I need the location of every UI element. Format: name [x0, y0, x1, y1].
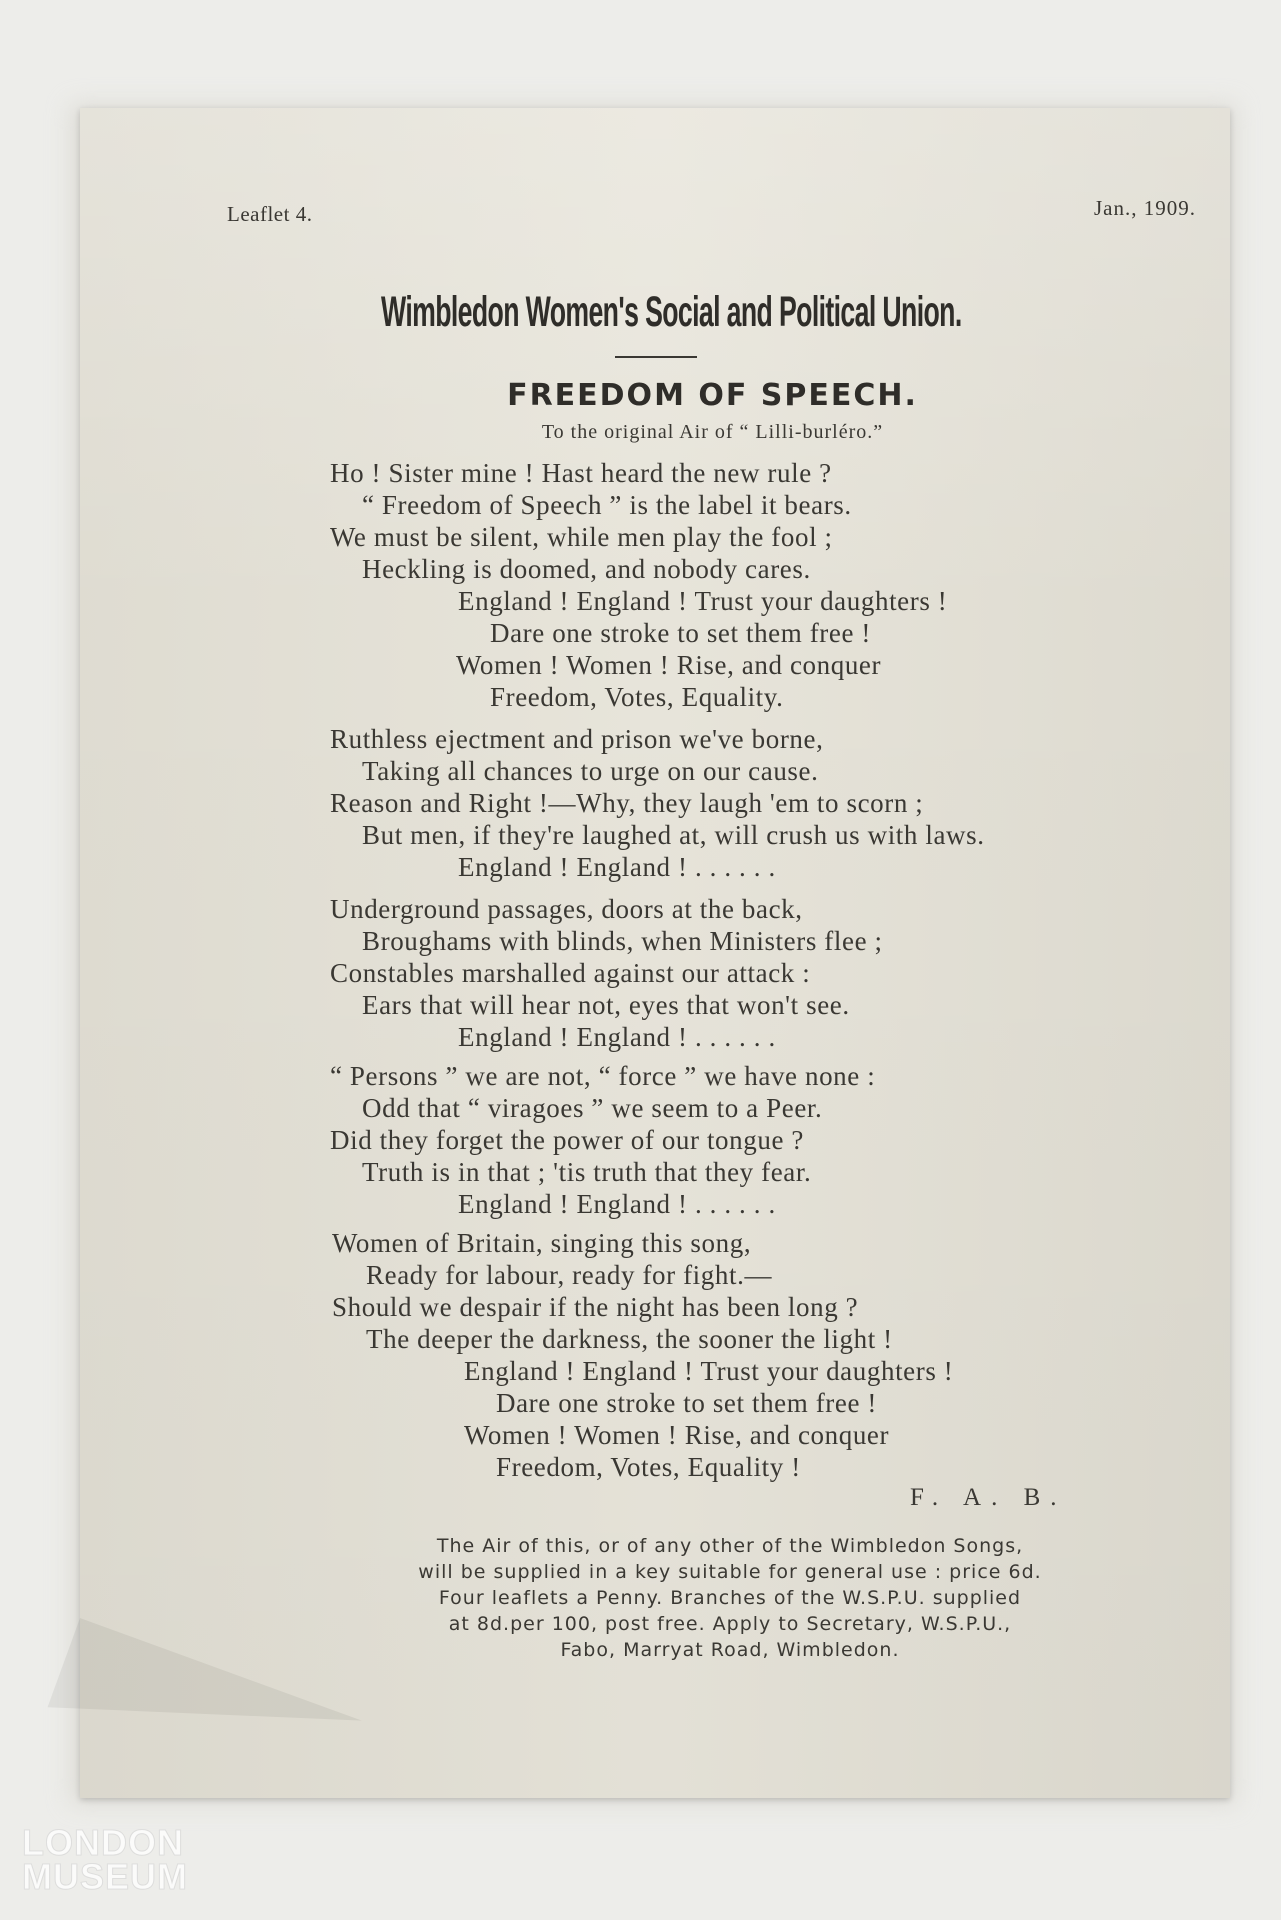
footer-line: Four leaflets a Penny. Branches of the W.S.P.U. supplied [438, 1587, 1022, 1609]
verse-line: Taking all chances to urge on our cause. [362, 756, 819, 786]
watermark-line: LONDON [22, 1822, 184, 1863]
footer-line: will be supplied in a key suitable for general use : price 6d. [418, 1561, 1042, 1583]
leaflet-date: Jan., 1909. [1094, 196, 1196, 220]
verse-line: Reason and Right !—Why, they laugh 'em to scorn ; [330, 788, 924, 818]
footer-notice [80, 1533, 1230, 1663]
verse-line: Underground passages, doors at the back, [330, 894, 803, 924]
chorus-line: England ! England ! . . . . . . [458, 852, 776, 882]
verse-line: The deeper the darkness, the sooner the light ! [366, 1324, 893, 1354]
verse-line: Broughams with blinds, when Ministers flee ; [362, 926, 883, 956]
chorus-line: Freedom, Votes, Equality. [490, 682, 784, 712]
chorus-line: Dare one stroke to set them free ! [496, 1388, 877, 1418]
song-title: FREEDOM OF SPEECH. [507, 378, 918, 413]
footer-line: Fabo, Marryat Road, Wimbledon. [560, 1639, 900, 1661]
leaflet-number: Leaflet 4. [227, 202, 313, 226]
chorus-line: Dare one stroke to set them free ! [490, 618, 871, 648]
museum-watermark [22, 1822, 188, 1897]
chorus-line: England ! England ! . . . . . . [458, 1022, 776, 1052]
verse-line: We must be silent, while men play the fool ; [330, 522, 833, 552]
chorus-line: England ! England ! Trust your daughters ! [458, 586, 948, 616]
chorus-line: Freedom, Votes, Equality ! [496, 1452, 801, 1482]
verse-line: Ruthless ejectment and prison we've borne, [330, 724, 824, 754]
chorus-line: Women ! Women ! Rise, and conquer [464, 1420, 890, 1450]
author-initials: F. A. B. [910, 1484, 1067, 1511]
verse-line: “ Persons ” we are not, “ force ” we have none : [330, 1061, 876, 1091]
verse-line: Should we despair if the night has been long ? [332, 1292, 859, 1322]
chorus-line: England ! England ! . . . . . . [458, 1189, 776, 1219]
verse-line: Ho ! Sister mine ! Hast heard the new rule ? [330, 458, 832, 488]
footer-line: at 8d.per 100, post free. Apply to Secretary, W.S.P.U., [448, 1613, 1012, 1635]
chorus-line: England ! England ! Trust your daughters ! [464, 1356, 954, 1386]
verse-line: Truth is in that ; 'tis truth that they fear. [362, 1157, 812, 1187]
chorus-line: Women ! Women ! Rise, and conquer [456, 650, 882, 680]
verse-line: Odd that “ viragoes ” we seem to a Peer. [362, 1093, 823, 1123]
verse-line: Ears that will hear not, eyes that won't see. [362, 990, 850, 1020]
verse-line: Women of Britain, singing this song, [332, 1228, 752, 1258]
organization-heading: Wimbledon Women's Social and Political Union. [381, 288, 962, 336]
verse-line: Heckling is doomed, and nobody cares. [362, 554, 811, 584]
verse-line: Constables marshalled against our attack : [330, 958, 811, 988]
verse-line: Ready for labour, ready for fight.— [366, 1260, 773, 1290]
watermark-line: MUSEUM [22, 1856, 188, 1897]
divider-rule [615, 356, 697, 358]
footer-line: The Air of this, or of any other of the Wimbledon Songs, [436, 1535, 1024, 1557]
song-subtitle: To the original Air of “ Lilli-burléro.” [541, 421, 884, 443]
verse-line: “ Freedom of Speech ” is the label it bears. [362, 490, 852, 520]
verse-line: Did they forget the power of our tongue ? [330, 1125, 804, 1155]
verse-line: But men, if they're laughed at, will crush us with laws. [362, 820, 985, 850]
leaflet-page [80, 108, 1230, 1798]
